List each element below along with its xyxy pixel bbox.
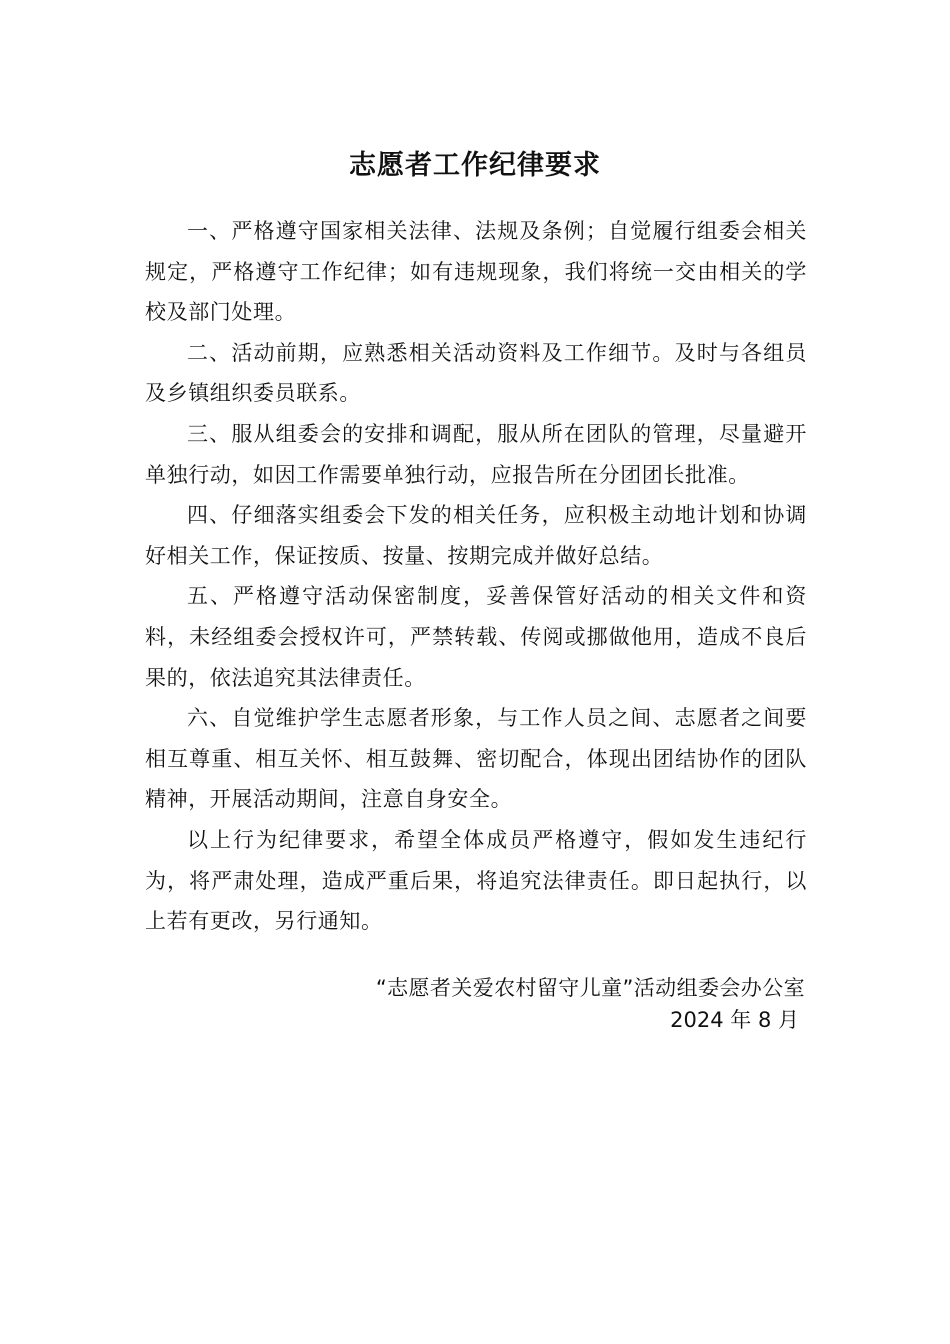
paragraph-3: 三、服从组委会的安排和调配，服从所在团队的管理，尽量避开单独行动，如因工作需要单独行动，应报告所在分团团长批准。 [145, 421, 807, 487]
signature-block [145, 972, 805, 1036]
paragraph-5: 五、严格遵守活动保密制度，妥善保管好活动的相关文件和资料，未经组委会授权许可，严禁转载、传阅或挪做他用，造成不良后果的，依法追究其法律责任。 [145, 584, 807, 690]
signature-date: 2024 年 8 月 [670, 1008, 799, 1032]
signature-organization: “志愿者关爱农村留守儿童”活动组委会办公室 [375, 976, 805, 1000]
paragraph-closing: 以上行为纪律要求，希望全体成员严格遵守，假如发生违纪行为，将严肃处理，造成严重后果，将追究法律责任。即日起执行，以上若有更改，另行通知。 [145, 827, 807, 934]
paragraph-6: 六、自觉维护学生志愿者形象，与工作人员之间、志愿者之间要相互尊重、相互关怀、相互鼓舞、密切配合，体现出团结协作的团队精神，开展活动期间，注意自身安全。 [145, 706, 807, 812]
document-title: 志愿者工作纪律要求 [349, 150, 601, 181]
paragraph-2: 二、活动前期，应熟悉相关活动资料及工作细节。及时与各组员及乡镇组织委员联系。 [145, 340, 807, 406]
document-body [145, 211, 807, 942]
paragraph-4: 四、仔细落实组委会下发的相关任务，应积极主动地计划和协调好相关工作，保证按质、按量、按期完成并做好总结。 [145, 503, 807, 568]
paragraph-1: 一、严格遵守国家相关法律、法规及条例；自觉履行组委会相关规定，严格遵守工作纪律；如有违规现象，我们将统一交由相关的学校及部门处理。 [145, 219, 807, 325]
